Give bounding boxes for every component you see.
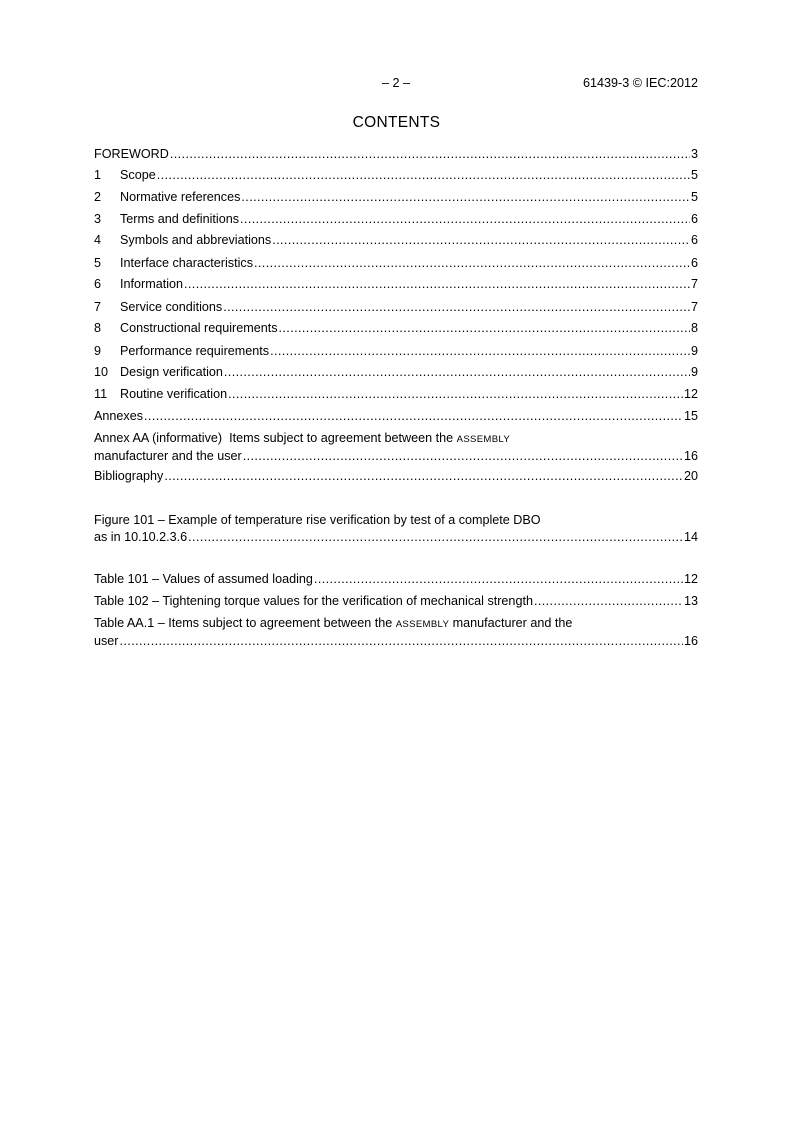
toc-entry-page: 20 [683,469,698,483]
toc-entry-label: Design verification [120,365,223,379]
toc-entry-clause[interactable] [94,211,698,228]
toc-entry-clause[interactable] [94,320,698,337]
clause-number: 4 [94,233,102,247]
list-of-figures-entry[interactable] [94,512,698,546]
toc-entry-page: 5 [690,168,698,182]
figure-page: 14 [683,530,698,544]
toc-entry-page: 9 [690,344,698,358]
toc-entry-page: 15 [683,409,698,423]
list-of-tables-entry[interactable] [94,593,698,610]
toc-entry-label: Service conditions [120,300,223,314]
dot-leader [534,593,683,610]
table-page: 12 [683,572,698,586]
toc-entry-annexes[interactable] [94,408,698,425]
table-page: 16 [683,634,698,648]
dot-leader [243,448,683,465]
dot-leader [270,343,690,360]
table-label: Table 102 – Tightening torque values for the verification of mechanical strength [94,594,533,608]
dot-leader [120,633,683,650]
dot-leader [224,364,690,381]
toc-entry-page: 7 [690,300,698,314]
clause-number: 7 [94,300,102,314]
toc-entry-label: Interface characteristics [120,256,253,270]
dot-leader [157,167,690,184]
clause-number: 5 [94,256,102,270]
dot-leader [314,571,683,588]
toc-entry-page: 5 [690,190,698,204]
toc-entry-page: 8 [690,321,698,335]
toc-entry-page: 6 [690,256,698,270]
dot-leader [184,276,690,293]
table-label: Table 101 – Values of assumed loading [94,572,313,586]
toc-entry-label: Annexes [94,409,144,423]
clause-number: 10 [94,365,109,379]
toc-entry-clause[interactable] [94,167,698,184]
clause-number: 3 [94,212,102,226]
document-reference: 61439-3 © IEC:2012 [582,76,698,90]
figure-label-line1: Figure 101 – Example of temperature rise verification by test of a complete DBO [94,513,541,527]
toc-entry-label: Normative references [120,190,241,204]
dot-leader [170,146,690,163]
smallcaps-term: ASSEMBLY [456,434,511,445]
clause-number: 2 [94,190,102,204]
toc-entry-page: 12 [683,387,698,401]
toc-entry-clause[interactable] [94,299,698,316]
figure-label-line2: as in 10.10.2.3.6 [94,530,188,544]
smallcaps-term: ASSEMBLY [395,619,450,630]
dot-leader [164,468,683,485]
clause-number: 1 [94,168,102,182]
page-title: CONTENTS [352,114,441,131]
toc-entry-label: Performance requirements [120,344,270,358]
table-label-line2: user [94,634,119,648]
toc-entry-clause[interactable] [94,276,698,293]
toc-entry-label: Routine verification [120,387,228,401]
table-label-line1: Table AA.1 – Items subject to agreement between the ASSEMBLY manufacturer and the [94,616,573,630]
dot-leader [272,232,690,249]
dot-leader [223,299,690,316]
toc-entry-label-line1: Annex AA (informative) Items subject to agreement between the ASSEMBLY [94,431,511,445]
dot-leader [254,255,690,272]
dot-leader [188,529,683,546]
toc-entry-label: FOREWORD [94,147,169,161]
page-header [94,76,698,92]
list-of-tables-entry[interactable] [94,571,698,588]
toc-entry-label: Bibliography [94,469,164,483]
toc-entry-clause[interactable] [94,386,698,403]
toc-entry-label: Terms and definitions [120,212,240,226]
toc-entry-label: Information [120,277,183,291]
toc-entry-clause[interactable] [94,232,698,249]
toc-entry-label-line2: manufacturer and the user [94,449,242,463]
toc-entry-bibliography[interactable] [94,468,698,485]
toc-entry-page: 9 [690,365,698,379]
toc-entry-clause[interactable] [94,364,698,381]
dot-leader [144,408,683,425]
list-of-tables-entry[interactable] [94,615,698,649]
toc-entry-page: 6 [690,212,698,226]
clause-number: 6 [94,277,102,291]
dot-leader [228,386,683,403]
toc-entry-page: 7 [690,277,698,291]
toc-entry-clause[interactable] [94,255,698,272]
table-page: 13 [683,594,698,608]
clause-number: 11 [94,387,108,401]
toc-entry-foreword[interactable] [94,146,698,163]
toc-entry-clause[interactable] [94,343,698,360]
toc-entry-page: 6 [690,233,698,247]
dot-leader [279,320,690,337]
clause-number: 9 [94,344,102,358]
toc-entry-annex-aa[interactable] [94,430,698,464]
page-number: – 2 – [381,76,410,90]
dot-leader [241,189,690,206]
toc-entry-label: Symbols and abbreviations [120,233,272,247]
toc-entry-page: 16 [683,449,698,463]
toc-entry-label: Constructional requirements [120,321,278,335]
dot-leader [240,211,690,228]
toc-entry-label: Scope [120,168,156,182]
clause-number: 8 [94,321,102,335]
toc-entry-page: 3 [690,147,698,161]
toc-entry-clause[interactable] [94,189,698,206]
